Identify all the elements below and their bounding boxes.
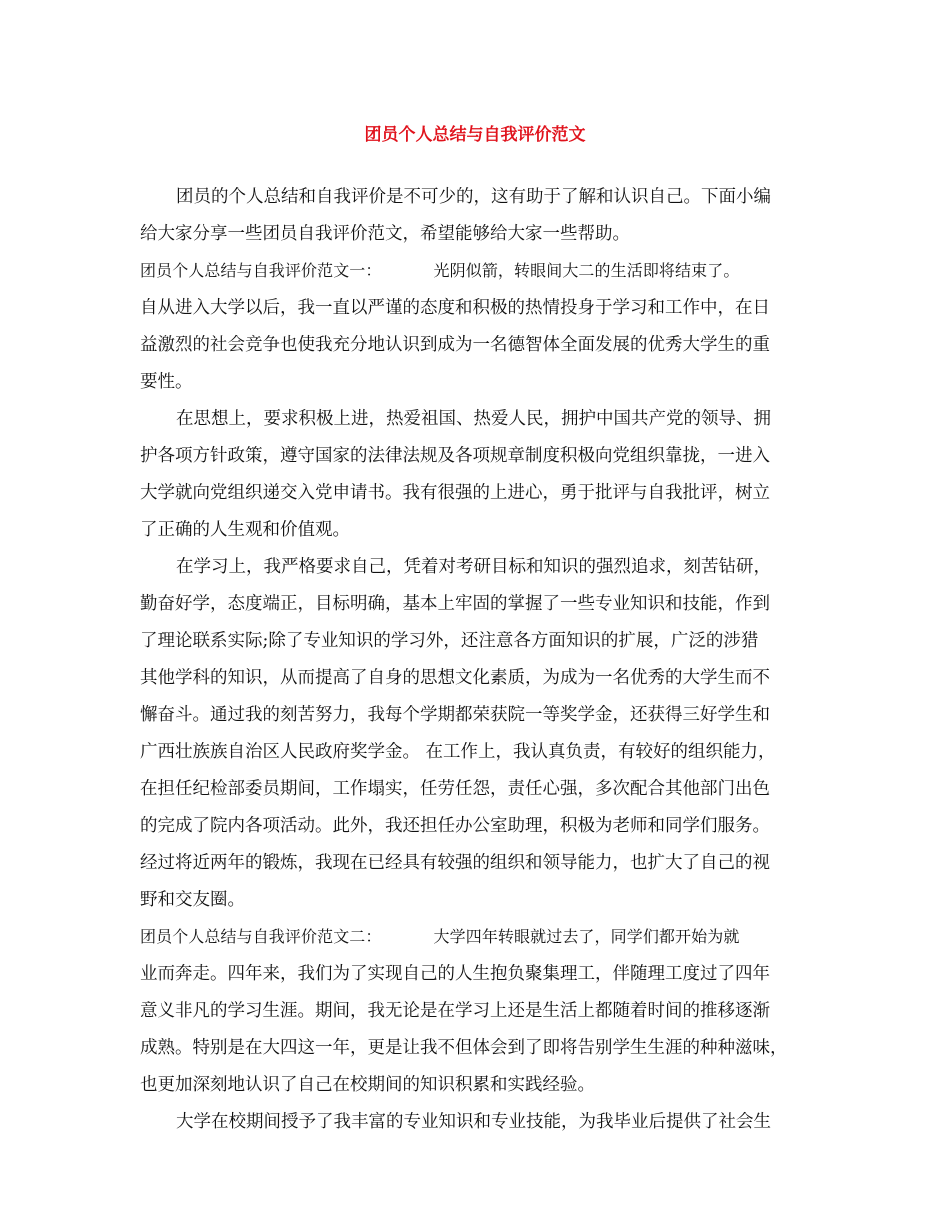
paragraph-line: 懈奋斗。通过我的刻苦努力，我每个学期都荣获院一等奖学金，还获得三好学生和	[140, 705, 770, 725]
paragraph-line: 经过将近两年的锻炼，我现在已经具有较强的组织和领导能力，也扩大了自己的视	[140, 853, 770, 873]
paragraph-line: 团员的个人总结和自我评价是不可少的，这有助于了解和认识自己。下面小编	[176, 187, 771, 207]
paragraph-line: 了理论联系实际;除了专业知识的学习外，还注意各方面知识的扩展，广泛的涉猎	[140, 631, 759, 651]
paragraph-line: 了正确的人生观和价值观。	[140, 520, 350, 540]
paragraph-line: 勤奋好学，态度端正，目标明确，基本上牢固的掌握了一些专业知识和技能，作到	[140, 594, 770, 614]
paragraph-line: 业而奔走。四年来，我们为了实现自己的人生抱负聚集理工，伴随理工度过了四年	[140, 964, 770, 984]
paragraph-line: 大学在校期间授予了我丰富的专业知识和专业技能，为我毕业后提供了社会生	[176, 1112, 771, 1132]
paragraph-line: 给大家分享一些团员自我评价范文，希望能够给大家一些帮助。	[140, 224, 630, 244]
paragraph-line: 在担任纪检部委员期间，工作塌实，任劳任怨，责任心强，多次配合其他部门出色	[140, 779, 770, 799]
section-heading: 团员个人总结与自我评价范文一：	[140, 261, 382, 280]
paragraph-line: 在学习上，我严格要求自己，凭着对考研目标和知识的强烈追求，刻苦钻研，	[176, 557, 771, 577]
paragraph-text: 光阴似箭，转眼间大二的生活即将结束了。	[433, 261, 740, 280]
paragraph-line: 要性。	[140, 372, 193, 392]
paragraph-line: 意义非凡的学习生涯。期间，我无论是在学习上还是生活上都随着时间的推移逐渐	[140, 1001, 770, 1021]
paragraph-line: 大学就向党组织递交入党申请书。我有很强的上进心，勇于批评与自我批评，树立	[140, 483, 770, 503]
section-heading-line	[140, 924, 820, 950]
paragraph-line: 在思想上，要求积极上进，热爱祖国、热爱人民，拥护中国共产党的领导、拥	[176, 409, 771, 429]
paragraph-line: 广西壮族族自治区人民政府奖学金。 在工作上，我认真负责，有较好的组织能力，	[140, 742, 776, 762]
paragraph-line: 也更加深刻地认识了自己在校期间的知识积累和实践经验。	[140, 1075, 595, 1095]
paragraph-line: 野和交友圈。	[140, 890, 245, 910]
paragraph-line: 的完成了院内各项活动。此外，我还担任办公室助理，积极为老师和同学们服务。	[140, 816, 770, 836]
paragraph-line: 其他学科的知识，从而提高了自身的思想文化素质，为成为一名优秀的大学生而不	[140, 668, 770, 688]
paragraph-line: 护各项方针政策，遵守国家的法律法规及各项规章制度积极向党组织靠拢，一进入	[140, 446, 770, 466]
paragraph-text: 大学四年转眼就过去了，同学们都开始为就	[433, 927, 740, 946]
paragraph-line: 成熟。特别是在大四这一年，更是让我不但体会到了即将告别学生生涯的种种滋味，	[140, 1038, 788, 1058]
document-title: 团员个人总结与自我评价范文	[364, 125, 586, 145]
paragraph-line: 自从进入大学以后，我一直以严谨的态度和积极的热情投身于学习和工作中，在日	[140, 298, 770, 318]
section-heading: 团员个人总结与自我评价范文二：	[140, 927, 382, 946]
paragraph-line: 益激烈的社会竞争也使我充分地认识到成为一名德智体全面发展的优秀大学生的重	[140, 335, 770, 355]
section-heading-line	[140, 258, 820, 284]
